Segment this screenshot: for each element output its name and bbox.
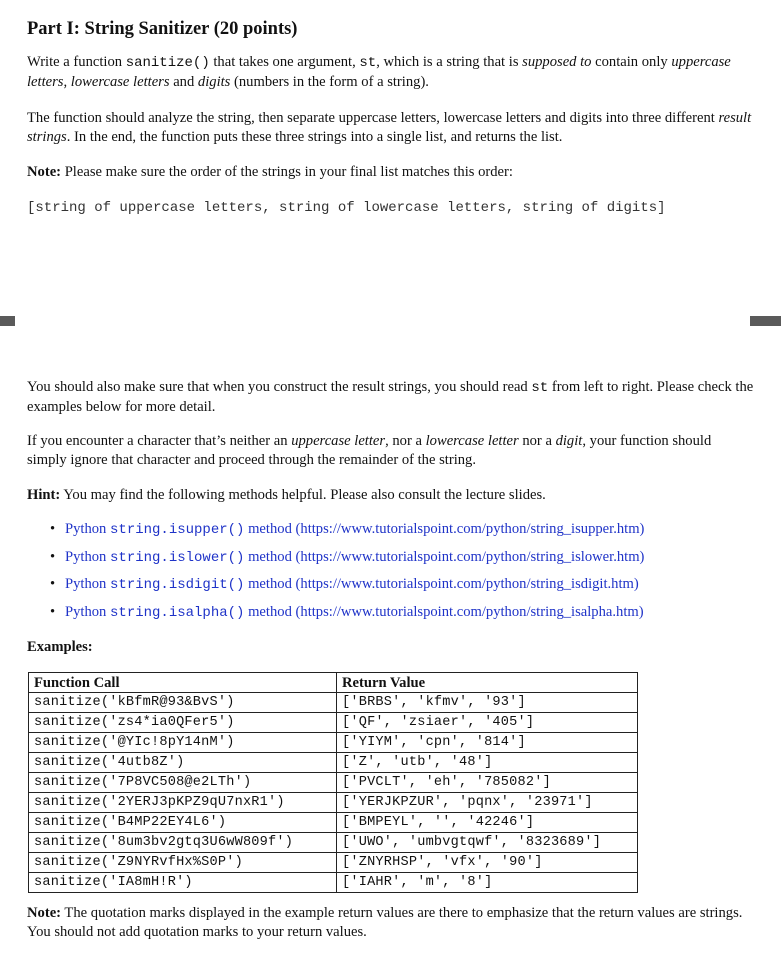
text-run: method (244, 603, 292, 620)
return-value-cell: ['IAHR', 'm', '8'] (337, 873, 638, 893)
emphasis: lowercase letter (425, 433, 519, 449)
final-note (27, 904, 754, 942)
argument-code: st (359, 55, 377, 71)
text-run: Python (65, 521, 111, 537)
text-run: (numbers in the form of a string). (230, 74, 429, 90)
function-call-cell: sanitize('8um3bv2gtq3U6wW809f') (29, 833, 337, 853)
order-line-code: [string of uppercase letters, string of lowercase letters, string of digits] (27, 200, 666, 216)
text-run: and (169, 74, 198, 90)
table-row (29, 773, 638, 793)
return-value-cell: ['YIYM', 'cpn', '814'] (337, 733, 638, 753)
emphasis: uppercase letter (291, 433, 386, 449)
examples-table (28, 672, 638, 893)
link-text[interactable] (65, 521, 644, 537)
bullet-icon: • (50, 576, 56, 592)
return-value-cell: ['ZNYRHSP', 'vfx', '90'] (337, 853, 638, 873)
function-call-cell: sanitize('2YERJ3pKPZ9qU7nxR1') (29, 793, 337, 813)
return-value-cell: ['Z', 'utb', '48'] (337, 753, 638, 773)
table-row (29, 713, 638, 733)
reference-link-isupper[interactable] (50, 520, 644, 548)
table-row (29, 833, 638, 853)
text-run: method (244, 576, 292, 592)
read-order-paragraph (27, 378, 754, 417)
text-run: You may find the following methods helpful. Please also consult the lecture slides. (60, 487, 546, 503)
return-value-cell: ['UWO', 'umbvgtqwf', '8323689'] (337, 833, 638, 853)
table-row (29, 693, 638, 713)
link-text[interactable] (65, 549, 644, 565)
function-call-cell: sanitize('@YIc!8pY14nM') (29, 733, 337, 753)
function-call-cell: sanitize('7P8VC508@e2LTh') (29, 773, 337, 793)
result-strings-paragraph (27, 109, 754, 147)
link-text[interactable] (65, 604, 644, 620)
emphasis: supposed to (522, 54, 592, 70)
argument-code: st (531, 380, 549, 396)
reference-link-islower[interactable] (50, 548, 644, 576)
link-url: (https://www.tutorialspoint.com/python/string_islower.htm) (295, 548, 645, 565)
link-url: (https://www.tutorialspoint.com/python/string_isdigit.htm) (295, 576, 639, 592)
method-code: string.isalpha() (110, 604, 245, 621)
reference-link-isdigit[interactable] (50, 575, 644, 603)
intro-paragraph (27, 53, 754, 92)
text-run: If you encounter a character that’s neither an (27, 433, 292, 449)
examples-label: Examples: (27, 639, 93, 655)
emphasis: digit (555, 433, 583, 449)
reference-link-isalpha[interactable] (50, 603, 644, 631)
table-row (29, 793, 638, 813)
function-call-cell: sanitize('zs4*ia0QFer5') (29, 713, 337, 733)
return-value-cell: ['BRBS', 'kfmv', '93'] (337, 693, 638, 713)
table-row (29, 753, 638, 773)
table-row (29, 873, 638, 893)
function-call-cell: sanitize('kBfmR@93&BvS') (29, 693, 337, 713)
text-run: method (244, 521, 292, 537)
text-run: Python (65, 548, 111, 565)
hint-paragraph (27, 486, 754, 505)
text-run: Write a function (27, 54, 126, 70)
emphasis: lowercase letters (70, 74, 170, 90)
emphasis: digits (197, 74, 231, 90)
text-run: . In the end, the function puts these three strings into a single list, and returns the list. (66, 129, 563, 145)
text-run: , (63, 74, 71, 90)
return-value-cell: ['BMPEYL', '', '42246'] (337, 813, 638, 833)
text-run: Please make sure the order of the strings in your final list matches this order: (61, 164, 513, 180)
text-run: method (244, 548, 292, 565)
bullet-icon: • (50, 548, 56, 565)
text-run: Python (65, 576, 111, 592)
text-run: , your function should simply ignore that character and proceed through the remainder of the string. (27, 433, 712, 468)
text-run: from left to right. Please check the examples below for more detail. (27, 379, 754, 415)
link-url: (https://www.tutorialspoint.com/python/string_isalpha.htm) (295, 603, 644, 620)
method-code: string.isdigit() (110, 577, 245, 593)
return-value-cell: ['PVCLT', 'eh', '785082'] (337, 773, 638, 793)
order-note (27, 163, 754, 182)
bullet-icon: • (50, 603, 56, 620)
method-code: string.isupper() (110, 522, 245, 538)
note-label: Note: (27, 905, 62, 921)
text-run: You should also make sure that when you construct the result strings, you should read (27, 379, 532, 395)
function-call-cell: sanitize('Z9NYRvfHx%S0P') (29, 853, 337, 873)
link-text[interactable] (65, 576, 639, 592)
function-call-cell: sanitize('IA8mH!R') (29, 873, 337, 893)
text-run: , nor a (385, 433, 426, 449)
function-call-cell: sanitize('4utb8Z') (29, 753, 337, 773)
page-break-marker-right (750, 316, 781, 326)
bullet-icon: • (50, 521, 56, 537)
link-url: (https://www.tutorialspoint.com/python/string_isupper.htm) (295, 521, 645, 537)
function-call-cell: sanitize('B4MP22EY4L6') (29, 813, 337, 833)
hint-label: Hint: (27, 487, 61, 503)
text-run: contain only (591, 54, 672, 70)
return-value-cell: ['QF', 'zsiaer', '405'] (337, 713, 638, 733)
section-title: Part I: String Sanitizer (20 points) (27, 19, 298, 39)
text-run: nor a (518, 433, 556, 449)
column-header-return-value: Return Value (337, 673, 638, 693)
page-break-marker-left (0, 316, 15, 326)
text-run: , which is a string that is (376, 54, 523, 70)
text-run: The quotation marks displayed in the example return values are there to emphasize that the return values are strings. You should not add quotation marks to your return values. (27, 905, 743, 940)
emphasis: result strings (27, 110, 752, 145)
table-row (29, 853, 638, 873)
table-header-row (29, 673, 638, 693)
function-name-code: sanitize() (125, 55, 210, 71)
ignore-paragraph (27, 432, 754, 470)
text-run: that takes one argument, (209, 54, 360, 70)
column-header-function-call: Function Call (29, 673, 337, 693)
note-label: Note: (27, 164, 62, 180)
return-value-cell: ['YERJKPZUR', 'pqnx', '23971'] (337, 793, 638, 813)
text-run: The function should analyze the string, then separate uppercase letters, lowercase letters and digits into three different (27, 110, 719, 126)
examples-heading (27, 638, 754, 657)
table-row (29, 733, 638, 753)
emphasis: uppercase letters (27, 54, 731, 90)
text-run: Python (65, 603, 111, 620)
table-row (29, 813, 638, 833)
reference-links-list (50, 520, 644, 630)
method-code: string.islower() (110, 549, 245, 566)
